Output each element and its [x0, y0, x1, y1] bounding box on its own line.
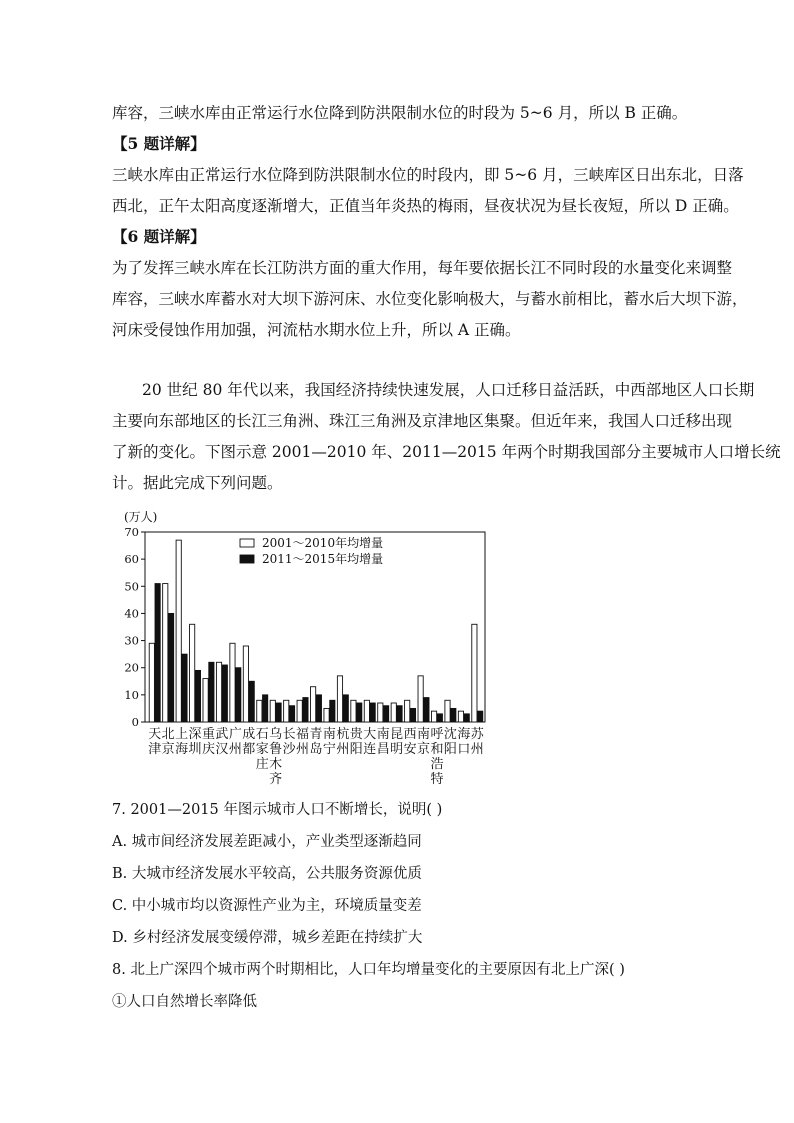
y-tick-label: 40: [124, 606, 139, 621]
bar-series2: [209, 662, 214, 722]
bar-series1: [149, 643, 154, 722]
x-tick-label: 深圳: [188, 727, 202, 757]
x-tick-label: 福州: [296, 727, 310, 757]
y-tick-label: 20: [124, 660, 139, 675]
x-tick-label: 杭州: [336, 727, 350, 757]
bar-series2: [370, 703, 375, 722]
bar-series1: [176, 540, 181, 722]
legend-label: 2011～2015年均增量: [262, 552, 384, 566]
x-tick-label: 重庆: [201, 727, 215, 757]
x-tick-label: 苏州: [470, 727, 484, 757]
x-tick-label: 贵阳: [349, 727, 363, 757]
bar-series2: [222, 665, 227, 722]
bar-series1: [230, 643, 235, 722]
bar-series2: [451, 708, 456, 722]
option-c: C. 中小城市均以资源性产业为主，环境质量变差: [112, 898, 422, 914]
x-tick-label: 青岛: [309, 727, 323, 757]
bar-series1: [324, 708, 329, 722]
paragraph-line: 西北，正午太阳高度逐渐增大，正值当年炎热的梅雨，昼夜状况为昼长夜短，所以 D 正确。: [112, 197, 739, 215]
paragraph-line: 主要向东部地区的长江三角洲、珠江三角洲及京津地区集聚。但近年来，我国人口迁移出现: [112, 412, 733, 430]
legend-swatch: [240, 539, 254, 547]
bar-series1: [418, 676, 423, 722]
question-7: 7. 2001—2015 年图示城市人口不断增长，说明( ): [112, 802, 443, 818]
bar-series2: [357, 703, 362, 722]
paragraph-line: 河床受侵蚀作用加强，河流枯水期水位上升，所以 A 正确。: [112, 321, 521, 339]
bar-series2: [182, 654, 187, 722]
x-tick-label: 南昌: [376, 727, 390, 757]
bar-series1: [163, 584, 168, 722]
paragraph-line: 库容，三峡水库蓄水对大坝下游河床、水位变化影响极大，与蓄水前相比，蓄水后大坝下游，: [112, 290, 748, 308]
paragraph-line: 了新的变化。下图示意 2001—2010 年、2011—2015 年两个时期我国部分主要城市人口增长统: [112, 443, 781, 461]
x-tick-label: 呼和浩特: [430, 727, 444, 787]
chart-svg: [110, 505, 502, 790]
bar-series2: [410, 708, 415, 722]
bar-series1: [284, 700, 289, 722]
paragraph-line: 为了发挥三峡水库在长江防洪方面的重大作用，每年要依据长江不同时段的水量变化来调整: [112, 259, 733, 277]
bar-series1: [445, 700, 450, 722]
x-tick-label: 沈阳: [443, 727, 457, 757]
bar-series2: [464, 714, 469, 722]
bar-series2: [437, 714, 442, 722]
bar-series1: [243, 646, 248, 722]
bar-series2: [424, 698, 429, 722]
bar-series2: [478, 711, 483, 722]
bar-series2: [316, 695, 321, 722]
question-8: 8. 北上广深四个城市两个时期相比，人口年均增量变化的主要原因有北上广深( ): [112, 962, 625, 978]
bar-series1: [257, 700, 262, 722]
bar-series1: [190, 624, 195, 722]
bar-series1: [203, 679, 208, 722]
bar-series1: [405, 700, 410, 722]
paragraph-line: 三峡水库由正常运行水位降到防洪限制水位的时段内，即 5~6 月，三峡库区日出东北，日落: [112, 166, 744, 184]
bar-series2: [397, 706, 402, 722]
x-tick-label: 武汉: [215, 727, 229, 757]
y-tick-label: 70: [124, 525, 139, 539]
legend-swatch: [240, 555, 254, 563]
x-tick-label: 石家庄: [255, 727, 269, 772]
paragraph-line: 计。据此完成下列问题。: [112, 474, 283, 492]
y-axis-label: (万人): [124, 510, 158, 524]
bar-series2: [276, 703, 281, 722]
bar-series1: [337, 676, 342, 722]
y-tick-label: 50: [124, 579, 139, 594]
question-8-item-1: ①人口自然增长率降低: [112, 994, 257, 1010]
section-heading-5: 【5 题详解】: [112, 134, 206, 153]
x-tick-label: 天津: [148, 727, 162, 757]
bar-series2: [289, 706, 294, 722]
option-b: B. 大城市经济发展水平较高，公共服务资源优质: [112, 866, 422, 882]
option-d: D. 乡村经济发展变缓停滞，城乡差距在持续扩大: [112, 930, 423, 946]
bar-series2: [343, 695, 348, 722]
bar-series1: [270, 700, 275, 722]
x-tick-label: 昆明: [390, 727, 404, 757]
bar-series1: [297, 700, 302, 722]
x-tick-label: 海口: [457, 727, 471, 757]
x-tick-label: 广州: [228, 727, 242, 757]
bar-series2: [263, 695, 268, 722]
x-tick-label: 上海: [175, 727, 189, 757]
bar-series2: [155, 584, 160, 722]
bar-series2: [303, 698, 308, 722]
paragraph-line: 20 世纪 80 年代以来，我国经济持续快速发展，人口迁移日益活跃，中西部地区人口长期: [142, 381, 755, 399]
x-tick-label: 南宁: [322, 727, 336, 757]
paragraph-line: 库容，三峡水库由正常运行水位降到防洪限制水位的时段为 5~6 月，所以 B 正确。: [112, 104, 688, 122]
x-tick-label: 西安: [403, 727, 417, 757]
bar-series1: [472, 624, 477, 722]
y-tick-label: 30: [124, 633, 139, 648]
x-tick-label: 长沙: [282, 727, 296, 757]
y-tick-label: 0: [131, 715, 139, 729]
y-tick-label: 10: [124, 687, 139, 702]
section-heading-6: 【6 题详解】: [112, 227, 206, 246]
bar-series2: [195, 670, 200, 722]
bar-series1: [431, 711, 436, 722]
x-tick-label: 成都: [242, 727, 256, 757]
bar-series1: [351, 700, 356, 722]
legend-label: 2001～2010年均增量: [262, 536, 384, 550]
y-tick-label: 60: [124, 552, 139, 567]
x-tick-label: 大连: [363, 727, 377, 757]
x-tick-label: 乌鲁木齐: [269, 727, 283, 787]
bar-series2: [168, 613, 173, 722]
bar-series2: [330, 700, 335, 722]
option-a: A. 城市间经济发展差距减小，产业类型逐渐趋同: [112, 834, 422, 850]
bar-series1: [378, 703, 383, 722]
bar-series1: [458, 711, 463, 722]
bar-series2: [384, 706, 389, 722]
bar-series1: [216, 662, 221, 722]
x-tick-label: 南京: [417, 727, 431, 757]
bar-series1: [364, 700, 369, 722]
bar-series2: [236, 668, 241, 722]
bar-series2: [249, 681, 254, 722]
bar-series1: [391, 703, 396, 722]
x-tick-label: 北京: [161, 727, 175, 757]
bar-series1: [311, 687, 316, 722]
population-growth-chart: [110, 505, 502, 790]
